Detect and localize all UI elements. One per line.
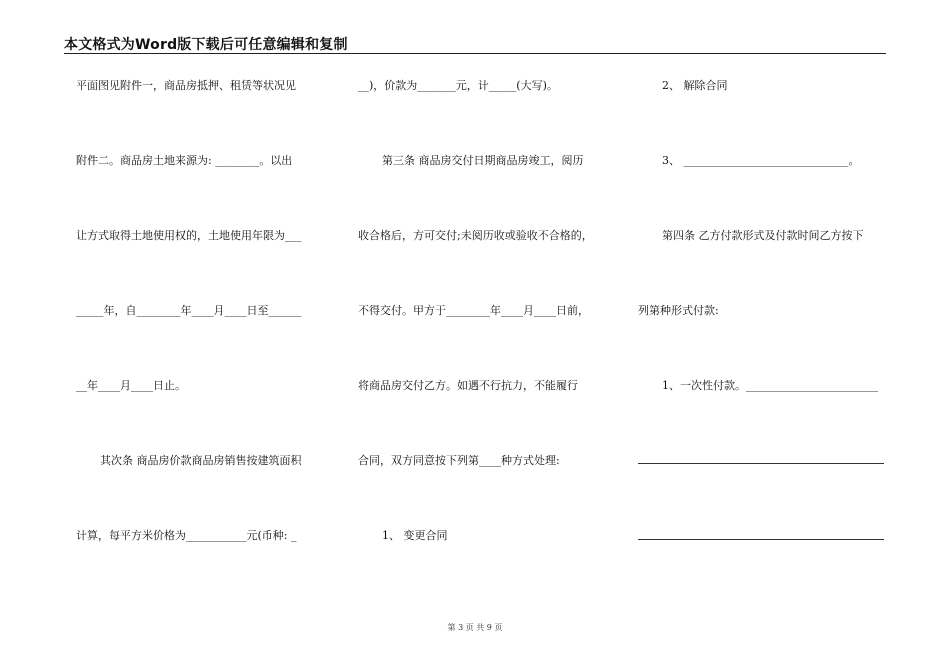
blank-fill-line <box>638 463 884 464</box>
text-line: 平面图见附件一，商品房抵押、租赁等状况见 <box>76 79 296 92</box>
text-line: 计算，每平方米价格为___________元(币种: _ <box>76 529 297 542</box>
list-item-line: 1、 变更合同 <box>382 529 448 542</box>
text-line: 让方式取得土地使用权的，土地使用年限为___ <box>76 229 302 242</box>
text-column-2 <box>358 0 608 672</box>
text-line: 不得交付。甲方于________年____月____日前， <box>358 304 589 317</box>
text-line: 将商品房交付乙方。如遇不行抗力，不能履行 <box>358 379 578 392</box>
section-heading-line: 第三条 商品房交付日期商品房竣工，阅历 <box>382 154 584 167</box>
list-item-line: 3、 ______________________________。 <box>662 154 860 167</box>
list-item-line: 1、一次性付款。________________________ <box>662 379 878 392</box>
blank-fill-line <box>638 539 884 540</box>
text-line: __)，价款为_______元，计_____(大写)。 <box>358 79 558 92</box>
text-line: 附件二。商品房土地来源为: ________。以出 <box>76 154 293 167</box>
document-header-title: 本文格式为Word版下载后可任意编辑和复制 <box>64 37 348 53</box>
text-column-3 <box>638 0 888 672</box>
list-item-line: 2、 解除合同 <box>662 79 728 92</box>
page-number-footer: 第 3 页 共 9 页 <box>447 623 503 632</box>
text-line: 收合格后，方可交付;未阅历收或验收不合格的， <box>358 229 593 242</box>
text-line: 合同，双方同意按下列第____种方式处理: <box>358 454 560 467</box>
text-line: _____年，自________年____月____日至______ <box>76 304 302 317</box>
text-line: 列第种形式付款: <box>638 304 719 317</box>
section-heading-line: 其次条 商品房价款商品房销售按建筑面积 <box>100 454 302 467</box>
section-heading-line: 第四条 乙方付款形式及付款时间乙方按下 <box>662 229 864 242</box>
text-column-1 <box>76 0 326 672</box>
text-line: __年____月____日止。 <box>76 379 186 392</box>
